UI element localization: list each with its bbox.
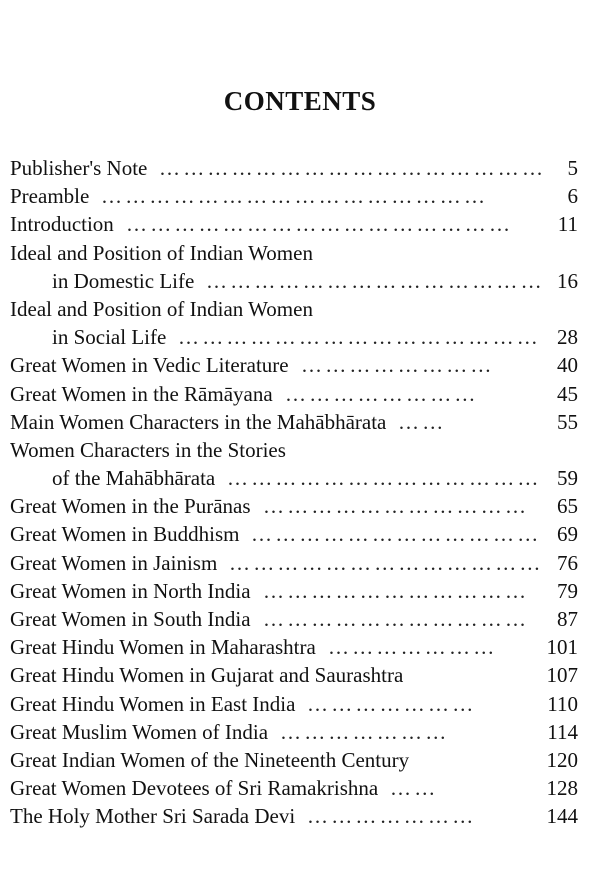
page-title: CONTENTS bbox=[223, 86, 377, 116]
toc-leader-dots: …………………………… bbox=[263, 578, 530, 603]
toc-page-number: 101 bbox=[546, 635, 578, 660]
toc-leader-dots: …………………………………… bbox=[206, 268, 545, 293]
toc-entry-title: Great Women in the Rāmāyana bbox=[10, 381, 273, 406]
toc-entry-title: Great Hindu Women in East India bbox=[10, 691, 296, 716]
toc-entry bbox=[10, 577, 578, 605]
toc-page-number: 110 bbox=[547, 691, 578, 716]
toc-entry-title: in Domestic Life bbox=[52, 268, 195, 293]
toc-leader-dots: ………………………………………… bbox=[126, 212, 514, 237]
toc-page-number: 87 bbox=[557, 607, 578, 631]
toc-entry-title: Preamble bbox=[10, 184, 90, 209]
toc-entry bbox=[10, 323, 578, 351]
toc-page-number: 79 bbox=[557, 578, 578, 603]
toc-entry bbox=[10, 492, 578, 520]
toc-entry-title: Great Women Devotees of Sri Ramakrishna bbox=[10, 776, 379, 801]
toc-entry-title: Ideal and Position of Indian Women bbox=[10, 296, 313, 321]
toc-leader-dots: ………………… bbox=[280, 719, 450, 744]
toc-entry-title: Great Women in Buddhism bbox=[10, 522, 240, 547]
toc-entry-title: in Social Life bbox=[52, 325, 167, 350]
toc-page-number: 6 bbox=[567, 184, 578, 209]
toc-leader-dots: …………………………… bbox=[263, 607, 530, 631]
toc-page-number: 28 bbox=[557, 325, 578, 350]
toc-leader-dots: …………………………… bbox=[263, 494, 530, 519]
toc-entry bbox=[10, 520, 578, 548]
toc-leader-dots: ………………………………… bbox=[229, 550, 544, 575]
toc-entry-title: Main Women Characters in the Mahābhārata bbox=[10, 409, 387, 434]
toc-leader-dots: …… bbox=[390, 776, 439, 801]
toc-leader-dots: ……………………………………… bbox=[178, 325, 541, 350]
toc-entry bbox=[10, 267, 578, 295]
toc-page-number: 59 bbox=[557, 466, 578, 491]
toc-page-number: 144 bbox=[546, 804, 578, 829]
toc-entry-title: Great Hindu Women in Maharashtra bbox=[10, 635, 316, 660]
toc-entry bbox=[10, 464, 578, 492]
toc-entry bbox=[10, 239, 578, 267]
toc-page-number: 76 bbox=[557, 550, 578, 575]
toc-entry-title: Great Women in the Purānas bbox=[10, 494, 251, 519]
toc-entry-title: Great Women in Jainism bbox=[10, 550, 218, 575]
toc-entry bbox=[10, 380, 578, 408]
toc-entry bbox=[10, 549, 578, 577]
toc-leader-dots: …… bbox=[398, 409, 447, 434]
toc-entry-title: Women Characters in the Stories bbox=[10, 437, 286, 462]
toc-entry-title: Great Muslim Women of India bbox=[10, 719, 269, 744]
toc-entry-title: Great Women in North India bbox=[10, 578, 251, 603]
toc-entry bbox=[10, 802, 578, 830]
toc-page-number: 69 bbox=[557, 522, 578, 547]
toc-page-number: 16 bbox=[557, 268, 578, 293]
toc-page-number: 11 bbox=[557, 212, 578, 237]
toc-entry bbox=[10, 154, 578, 182]
toc-leader-dots: ………………… bbox=[307, 804, 477, 829]
toc-page-number: 107 bbox=[546, 663, 578, 688]
toc-page-number: 45 bbox=[557, 381, 578, 406]
table-of-contents bbox=[10, 154, 578, 831]
toc-entry-title: Great Indian Women of the Nineteenth Century bbox=[10, 747, 410, 772]
toc-page-number: 114 bbox=[547, 719, 578, 744]
toc-leader-dots: ……………………………… bbox=[251, 522, 542, 547]
toc-entry-title: Introduction bbox=[10, 212, 114, 237]
toc-entry bbox=[10, 351, 578, 379]
toc-page-number: 40 bbox=[557, 353, 578, 378]
toc-page-number: 55 bbox=[557, 409, 578, 434]
toc-entry bbox=[10, 295, 578, 323]
toc-entry-title: Great Women in South India bbox=[10, 607, 251, 631]
toc-leader-dots: ………………… bbox=[328, 635, 498, 660]
toc-entry-title: Ideal and Position of Indian Women bbox=[10, 240, 313, 265]
toc-entry bbox=[10, 408, 578, 436]
toc-leader-dots: …………………… bbox=[301, 353, 495, 378]
toc-entry-title: of the Mahābhārata bbox=[52, 466, 216, 491]
toc-entry-title: Great Women in Vedic Literature bbox=[10, 353, 289, 378]
toc-leader-dots: ………………………………… bbox=[227, 466, 542, 491]
toc-entry-title: Great Hindu Women in Gujarat and Saurashtra bbox=[10, 663, 404, 688]
toc-entry bbox=[10, 436, 578, 464]
toc-page-number: 120 bbox=[546, 747, 578, 772]
toc-entry bbox=[10, 774, 578, 802]
toc-entry-title: Publisher's Note bbox=[10, 156, 148, 180]
toc-page-number: 5 bbox=[567, 156, 578, 180]
toc-page-number: 128 bbox=[546, 776, 578, 801]
toc-leader-dots: …………………… bbox=[285, 381, 479, 406]
toc-leader-dots: ………………… bbox=[307, 691, 477, 716]
toc-entry bbox=[10, 746, 578, 774]
toc-entry bbox=[10, 690, 578, 718]
toc-entry bbox=[10, 210, 578, 238]
toc-entry bbox=[10, 718, 578, 746]
toc-leader-dots: ………………………………………… bbox=[101, 184, 489, 209]
toc-leader-dots: ………………………………………… bbox=[159, 156, 547, 180]
toc-entry-title: The Holy Mother Sri Sarada Devi bbox=[10, 804, 296, 829]
toc-page-number: 65 bbox=[557, 494, 578, 519]
toc-entry bbox=[10, 633, 578, 661]
toc-entry bbox=[10, 661, 578, 689]
toc-entry bbox=[10, 605, 578, 633]
toc-entry bbox=[10, 182, 578, 210]
